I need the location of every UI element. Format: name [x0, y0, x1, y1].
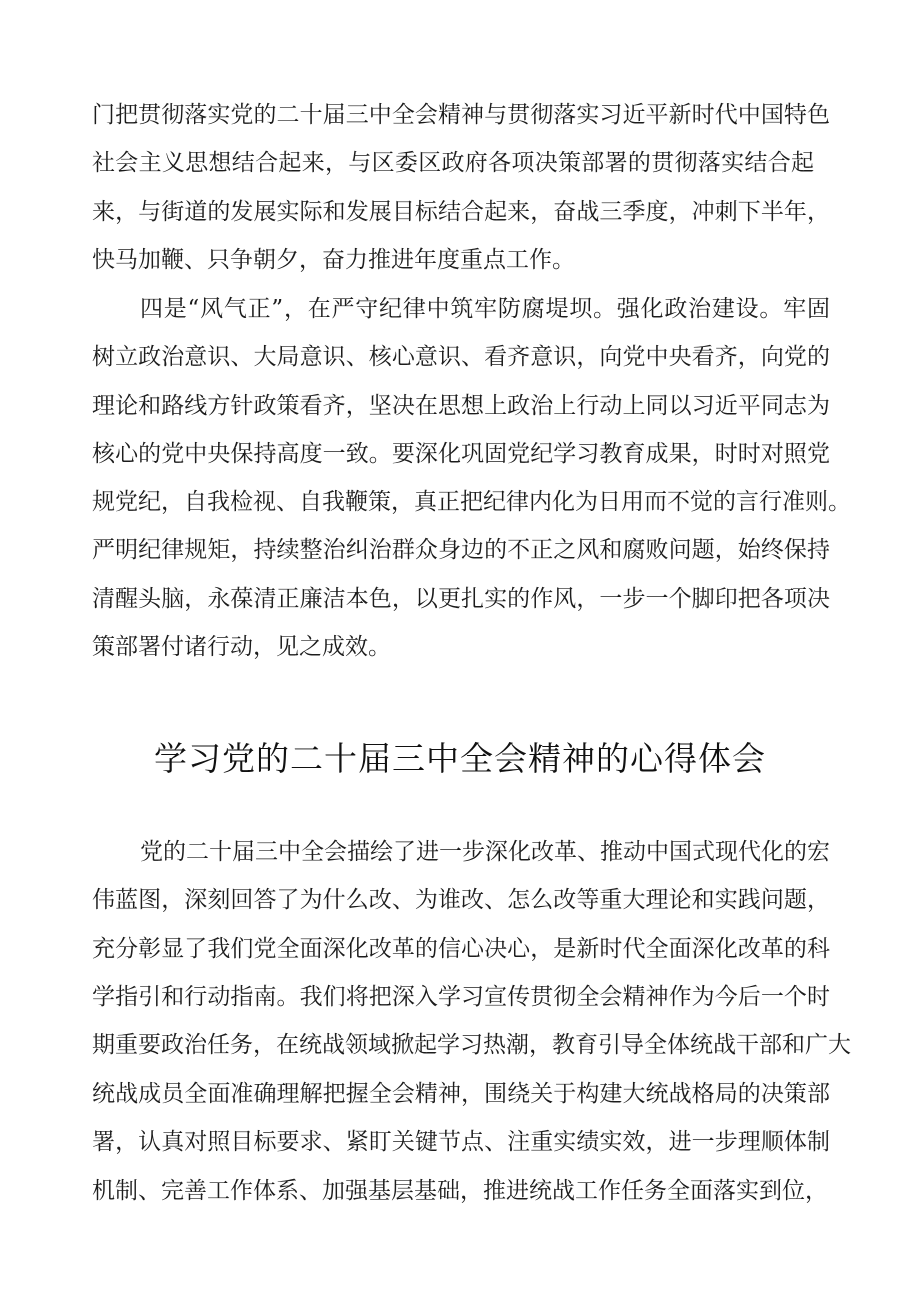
paragraph-3-line-8: 机制、完善工作体系、加强基层基础，推进统战工作任务全面落实到位， — [92, 1178, 828, 1204]
paragraph-2-line-3: 理论和路线方针政策看齐，坚决在思想上政治上行动上同以习近平同志为 — [92, 393, 830, 419]
paragraph-3-line-4: 学指引和行动指南。我们将把深入学习宣传贯彻全会精神作为今后一个时 — [92, 984, 830, 1010]
paragraph-2-line-4: 核心的党中央保持高度一致。要深化巩固党纪学习教育成果，时时对照党 — [92, 441, 830, 467]
paragraph-3-line-7: 署，认真对照目标要求、紧盯关键节点、注重实绩实效，进一步理顺体制 — [92, 1129, 830, 1155]
paragraph-1-line-2: 社会主义思想结合起来，与区委区政府各项决策部署的贯彻落实结合起 — [92, 150, 814, 176]
paragraph-2-line-6: 严明纪律规矩，持续整治纠治群众身边的不正之风和腐败问题，始终保持 — [92, 537, 830, 563]
paragraph-2-line-2: 树立政治意识、大局意识、核心意识、看齐意识，向党中央看齐，向党的 — [92, 344, 830, 370]
paragraph-3-line-6: 统战成员全面准确理解把握全会精神，围绕关于构建大统战格局的决策部 — [92, 1081, 830, 1107]
paragraph-3-line-5: 期重要政治任务，在统战领域掀起学习热潮，教育引导全体统战干部和广大 — [92, 1032, 851, 1058]
paragraph-2-line-5: 规党纪，自我检视、自我鞭策，真正把纪律内化为日用而不觉的言行准则。 — [92, 489, 851, 515]
paragraph-3-line-3: 充分彰显了我们党全面深化改革的信心决心，是新时代全面深化改革的科 — [92, 936, 830, 962]
article-title: 学习党的二十届三中全会精神的心得体会 — [154, 739, 766, 778]
paragraph-1-line-4: 快马加鞭、只争朝夕，奋力推进年度重点工作。 — [92, 247, 575, 273]
paragraph-2-line-7: 清醒头脑，永葆清正廉洁本色，以更扎实的作风，一步一个脚印把各项决 — [92, 586, 830, 612]
paragraph-2-line-1: 四是“风气正”，在严守纪律中筑牢防腐堤坝。强化政治建设。牢固 — [140, 296, 830, 322]
paragraph-3-line-2: 伟蓝图，深刻回答了为什么改、为谁改、怎么改等重大理论和实践问题， — [92, 887, 830, 913]
paragraph-2-line-8: 策部署付诸行动，见之成效。 — [92, 634, 391, 660]
paragraph-1-line-1: 门把贯彻落实党的二十届三中全会精神与贯彻落实习近平新时代中国特色 — [92, 102, 830, 128]
paragraph-3-line-1: 党的二十届三中全会描绘了进一步深化改革、推动中国式现代化的宏 — [140, 839, 830, 865]
paragraph-1-line-3: 来，与街道的发展实际和发展目标结合起来，奋战三季度，冲刺下半年， — [92, 199, 830, 225]
